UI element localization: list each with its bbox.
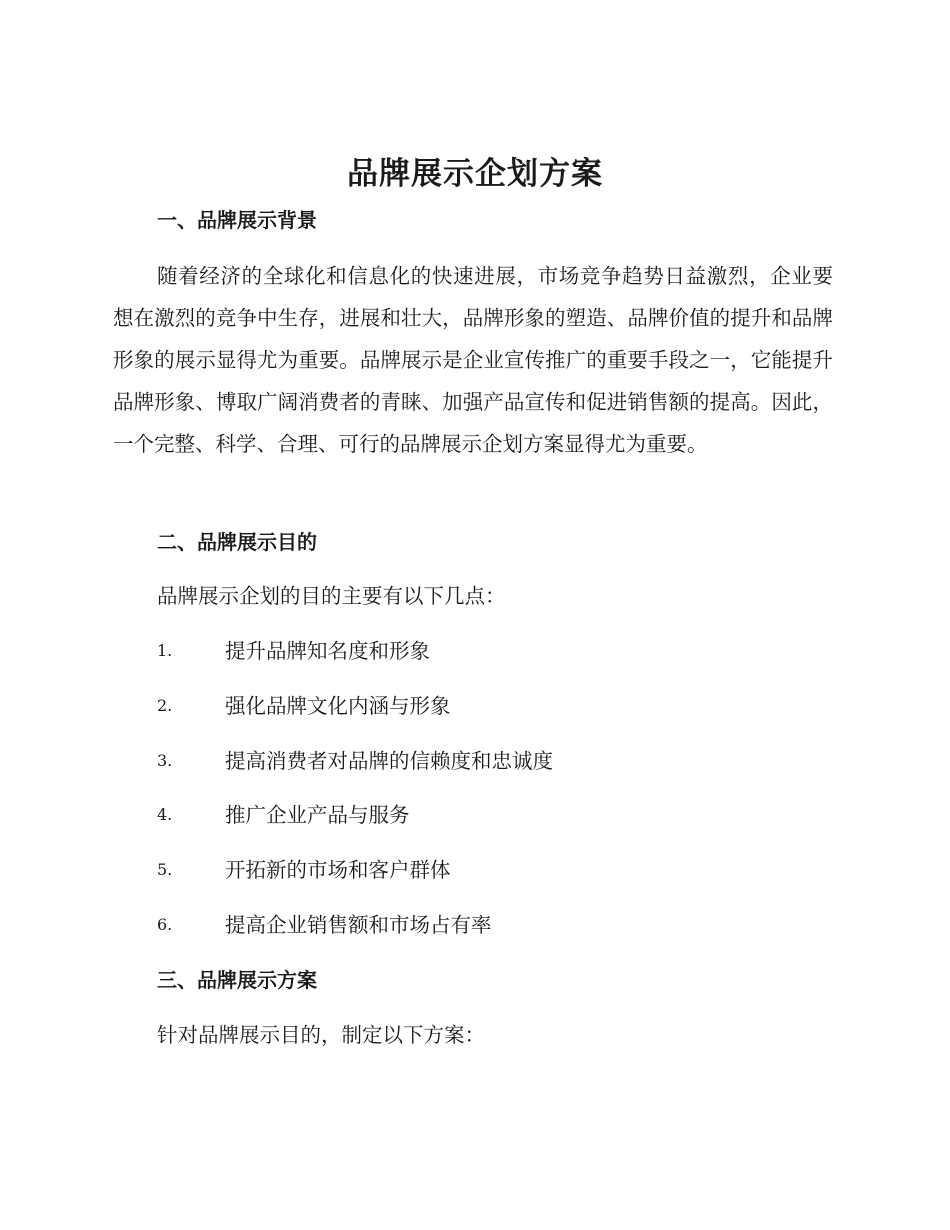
purpose-intro: 品牌展示企划的目的主要有以下几点： — [157, 584, 506, 608]
list-number: 4. — [157, 805, 173, 824]
list-text: 强化品牌文化内涵与形象 — [225, 694, 451, 718]
list-item — [157, 691, 857, 721]
list-text: 提高消费者对品牌的信赖度和忠诚度 — [225, 749, 553, 773]
section-heading-purpose: 二、品牌展示目的 — [157, 530, 317, 554]
list-item — [157, 910, 857, 940]
list-text: 提升品牌知名度和形象 — [225, 639, 430, 663]
list-number: 1. — [157, 641, 173, 660]
list-item — [157, 636, 857, 666]
list-item — [157, 746, 857, 776]
list-text: 开拓新的市场和客户群体 — [225, 858, 451, 882]
plan-intro: 针对品牌展示目的，制定以下方案： — [157, 1023, 485, 1047]
list-item — [157, 855, 857, 885]
list-number: 3. — [157, 751, 173, 770]
background-paragraph: 随着经济的全球化和信息化的快速进展，市场竞争趋势日益激烈，企业要想在激烈的竞争中生存，进展和壮大，品牌形象的塑造、品牌价值的提升和品牌形象的展示显得尤为重要。品牌展示是企业宣传推广的重要手段之一，它能提升品牌形象、博取广阔消费者的青睐、加强产品宣传和促进销售额的提高。因此，一个完整、科学、合理、可行的品牌展示企划方案显得尤为重要。 — [113, 264, 833, 456]
section-heading-plan: 三、品牌展示方案 — [157, 968, 317, 992]
section-heading-background: 一、品牌展示背景 — [157, 208, 317, 232]
list-text: 提高企业销售额和市场占有率 — [225, 913, 492, 937]
list-number: 5. — [157, 860, 173, 879]
list-item — [157, 800, 857, 830]
list-number: 2. — [157, 696, 173, 715]
document-title: 品牌展示企划方案 — [347, 156, 603, 192]
list-number: 6. — [157, 915, 173, 934]
list-text: 推广企业产品与服务 — [225, 803, 410, 827]
